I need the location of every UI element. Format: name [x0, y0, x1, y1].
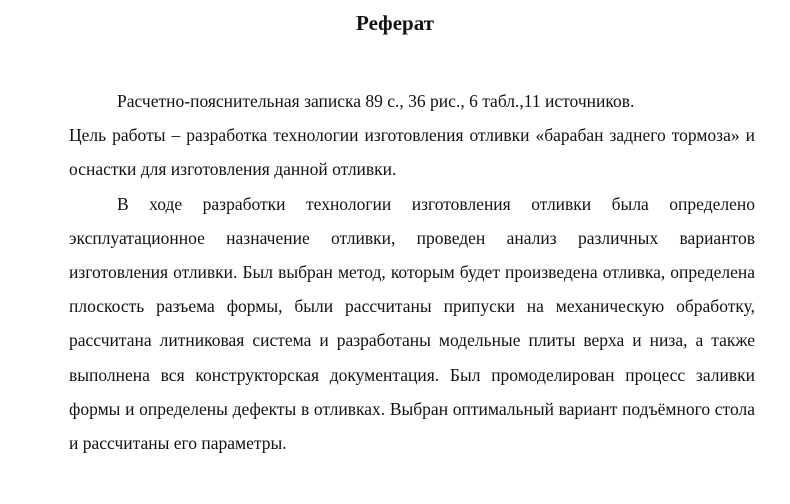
page-title: Реферат	[356, 11, 434, 35]
paragraph-summary: Расчетно-пояснительная записка 89 с., 36 рис., 6 табл.,11 источников.	[117, 91, 635, 111]
document-body	[69, 84, 755, 460]
paragraph-goal: Цель работы – разработка технологии изготовления отливки «барабан заднего тормоза» и оснастки для изготовления данной отливки.	[69, 125, 755, 180]
paragraph-description: В ходе разработки технологии изготовления отливки была определено эксплуатационное назначение отливки, проведен анализ различных вариантов изготовления отливки. Был выбран метод, которым будет произведена отливка, определена плоскость разъема формы, были рассчитаны припуски на механическую обработку, рассчитана литниковая система и разработаны модельные плиты верха и низа, а также выполнена вся конструкторская документация. Был промоделирован процесс заливки формы и определены дефекты в отливках. Выбран оптимальный вариант подъёмного стола и рассчитаны его параметры.	[69, 193, 755, 454]
